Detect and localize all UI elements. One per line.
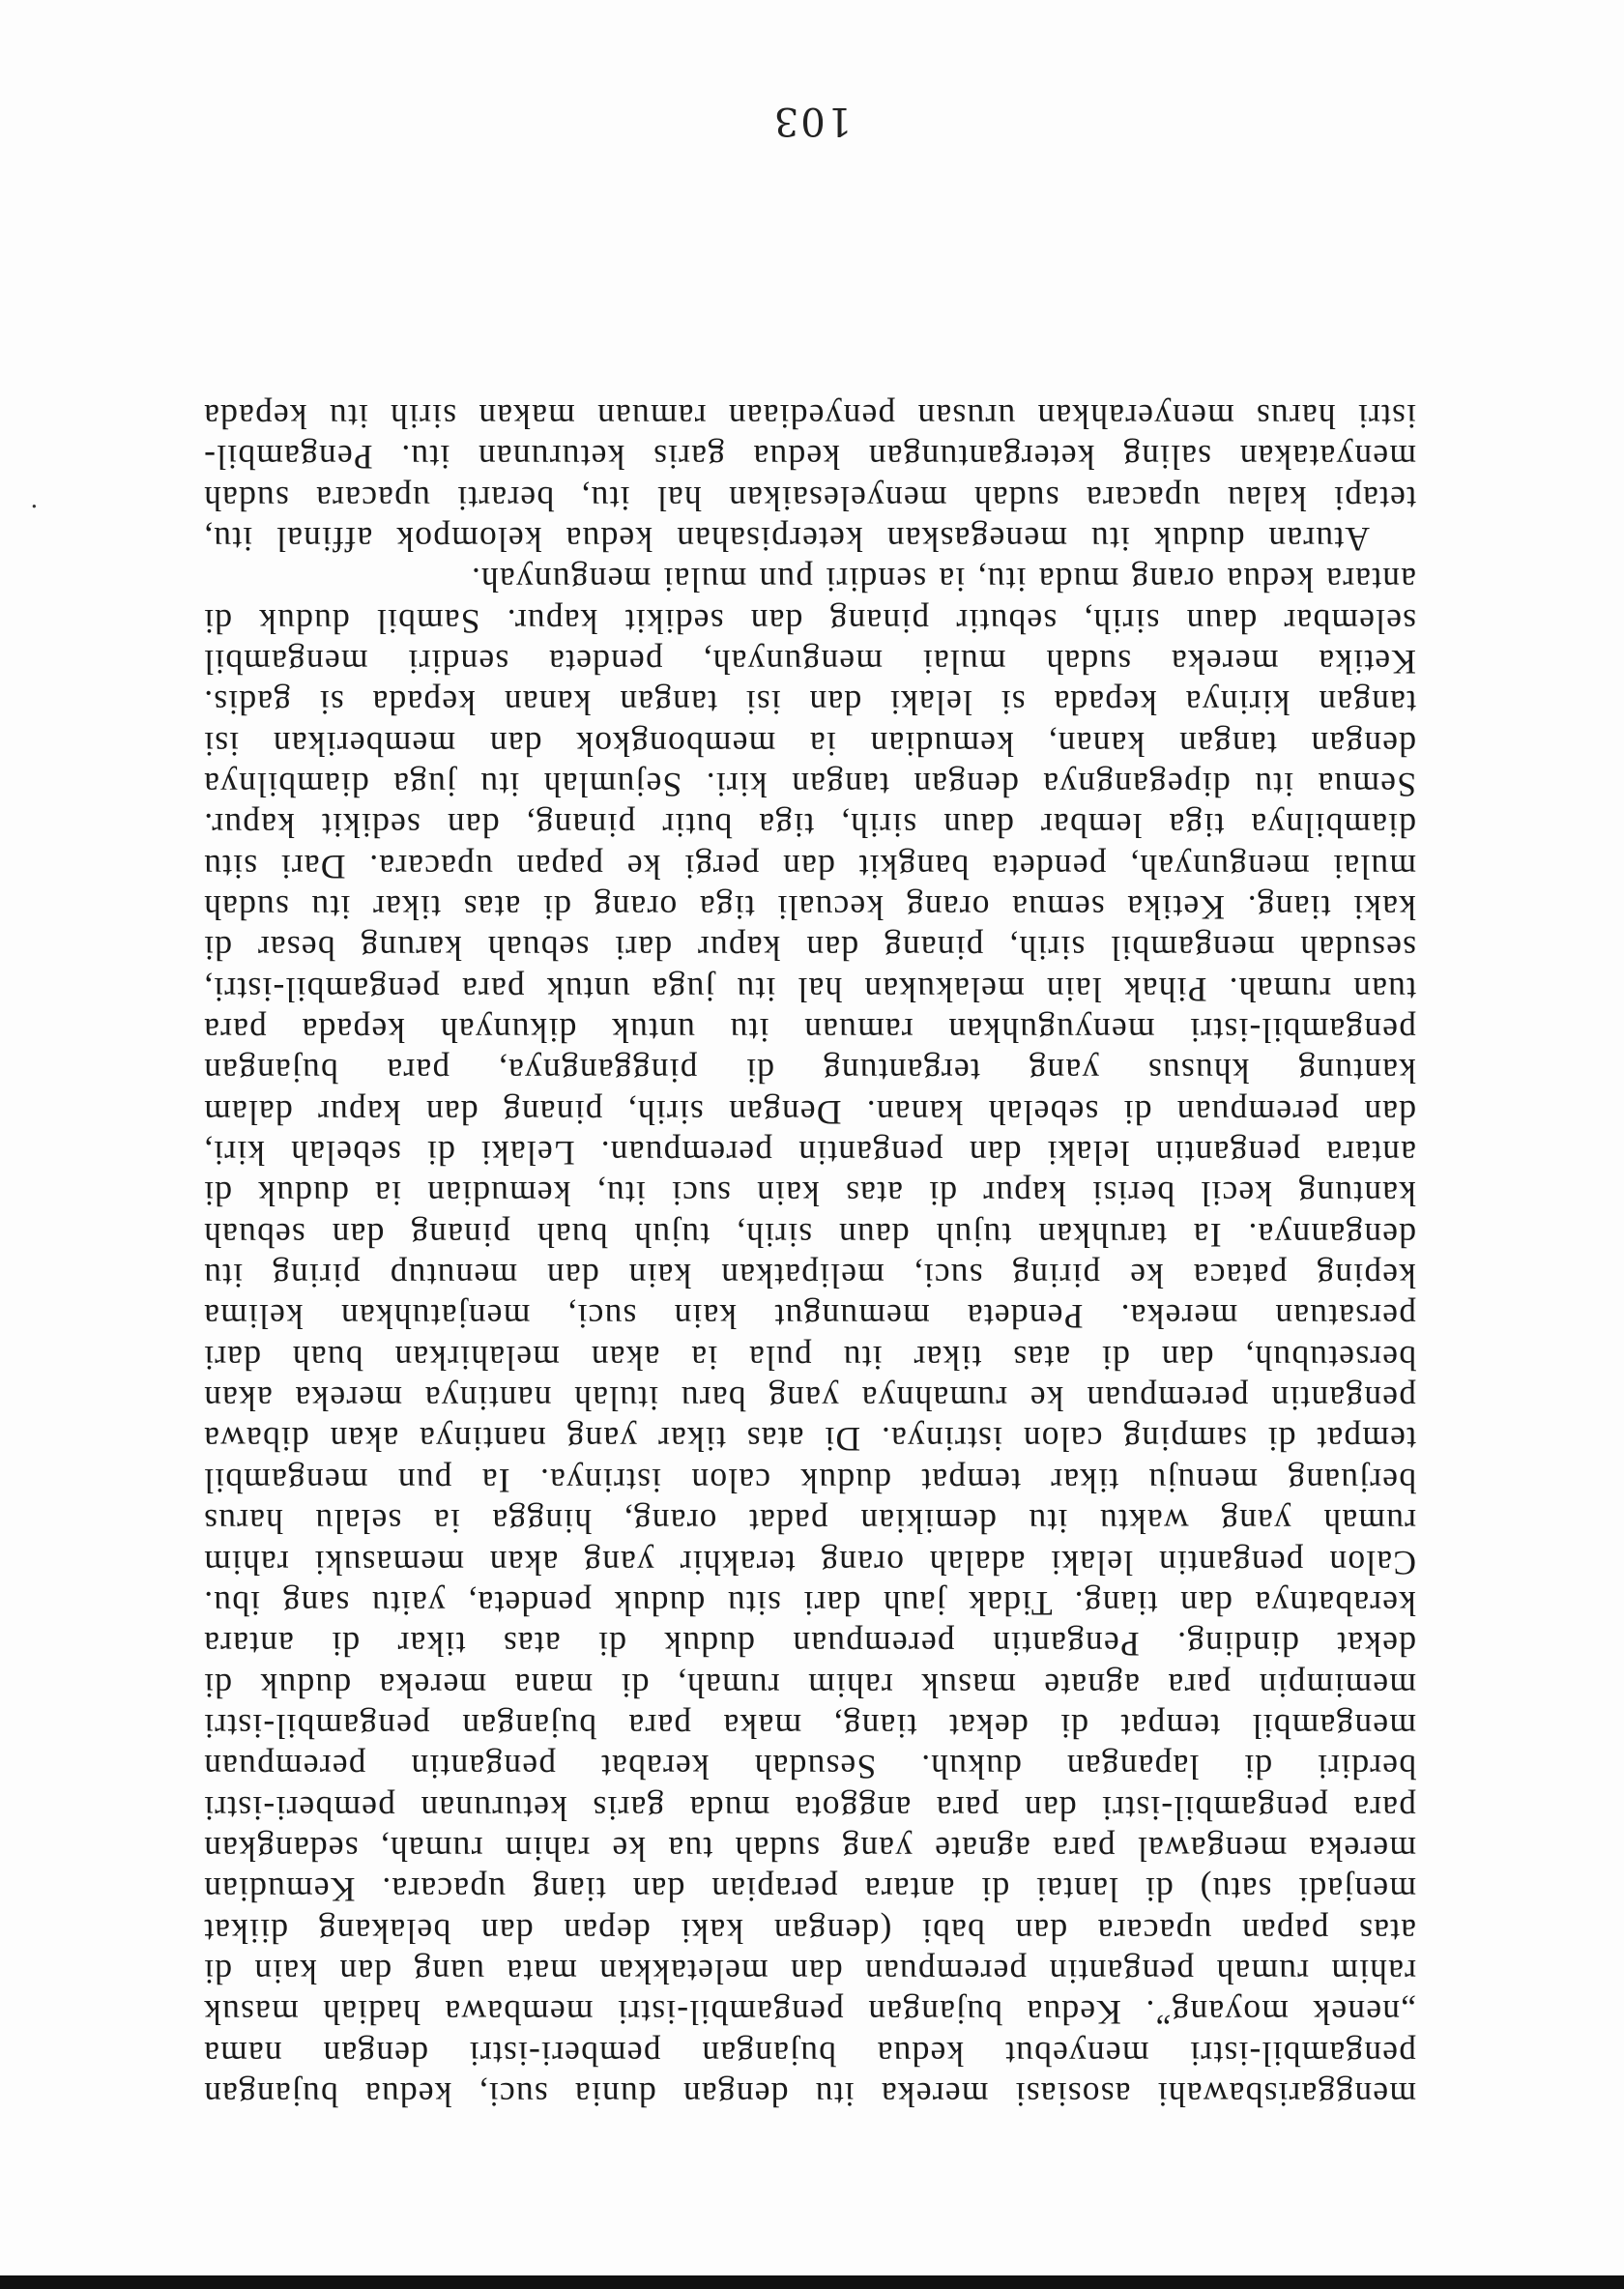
text-line: berdiri di lapangan dukuh. Sesudah kerabat pengantin perempuan [203, 1748, 1416, 1787]
text-line: menggarisbawahi asosiasi mereka itu dengan dunia suci, kedua bujangan [203, 2075, 1416, 2114]
paragraph-2 [203, 396, 1416, 560]
text-line: dekat dinding. Pengantin perempuan duduk di atas tikar di antara [203, 1625, 1416, 1665]
paragraph-1 [203, 560, 1416, 2115]
text-line: tangan kirinya kepada si lelaki dan isi tangan kanan kepada si gadis. [203, 683, 1416, 723]
text-line: tuan rumah. Pihak lain melakukan hal itu juga untuk para pengambil-istri, [203, 970, 1416, 1009]
scanner-edge-bar [0, 2275, 1624, 2289]
text-line: selembar daun sirih, sebutir pinang dan sedikit kapur. Sambil duduk di [203, 601, 1416, 641]
text-line: mereka mengawal para agnate yang sudah tua ke rahim rumah, sedangkan [203, 1829, 1416, 1869]
text-line: istri harus menyerahkan urusan penyediaan ramuan makan sirih itu kepada [203, 396, 1416, 436]
text-line: pengambil-istri menyebut kedua bujangan pemberi-istri dengan nama [203, 2034, 1416, 2073]
text-line: sesudah mengambil sirih, pinang dan kapur dari sebuah karung besar di [203, 929, 1416, 969]
text-line: memimpin para agnate masuk rahim rumah, di mana mereka duduk di [203, 1666, 1416, 1705]
text-line: diambilnya tiga lembar daun sirih, tiga butir pinang, dan sedikit kapur. [203, 806, 1416, 846]
text-line: para pengambil-istri dan para anggota muda garis keturunan pemberi-istri [203, 1788, 1416, 1828]
text-line: rahim rumah pengantin perempuan dan meletakkan mata uang dan kain di [203, 1952, 1416, 1991]
text-line: kaki tiang. Ketika semua orang kecuali tiga orang di atas tikar itu sudah [203, 888, 1416, 928]
text-line: tempat di samping calon istrinya. Di atas tikar yang nantinya akan dibawa [203, 1420, 1416, 1460]
text-line: kantung kecil berisi kapur di atas kain suci itu, kemudian ia duduk di [203, 1174, 1416, 1214]
text-line: Aturan duduk itu menegaskan keterpisahan kedua kelompok affinal itu, [203, 519, 1370, 559]
text-line: Semua itu dipegangnya dengan tangan kiri. Sejumlah itu juga diambilnya [203, 766, 1416, 804]
text-line: kerabatnya dan tiang. Tidak jauh dari situ duduk pendeta, yaitu sang ibu. [203, 1583, 1416, 1623]
text-line: antara kedua orang muda itu, ia sendiri pun mulai mengunyah. [470, 561, 1416, 600]
text-line: kantung khusus yang tergantung di pinggangnya, para bujangan [203, 1052, 1416, 1091]
text-line: dengan tangan kanan, kemudian ia membongkok dan memberikan isi [203, 724, 1416, 764]
text-line: mengambil tempat di dekat tiang, maka para bujangan pengambil-istri [203, 1706, 1416, 1746]
text-line: mulai mengunyah, pendeta bangkit dan pergi ke papan upacara. Dari situ [203, 847, 1416, 886]
body-text [203, 396, 1416, 2115]
text-line: dan perempuan di sebelah kanan. Dengan sirih, pinang dan kapur dalam [203, 1092, 1416, 1132]
text-line: atas papan upacara dan babi (dengan kaki depan dan belakang diikat [203, 1911, 1416, 1951]
text-line: keping pataca ke piring suci, melipatkan kain dan menutup piring itu [203, 1257, 1416, 1296]
margin-speck: · [29, 490, 39, 520]
text-line: berjuang menuju tikar tempat duduk calon istrinya. Ia pun mengambil [203, 1461, 1416, 1500]
text-line: menyatakan saling ketergantungan kedua garis keturunan itu. Pengambil- [203, 438, 1416, 478]
text-line: Calon pengantin lelaki adalah orang terakhir yang akan memasuki rahim [203, 1543, 1416, 1582]
text-line: tetapi kalau upacara sudah menyelesaikan hal itu, berarti upacara sudah [203, 478, 1416, 518]
text-line: pengantin perempuan ke rumahnya yang baru itulah nantinya mereka akan [203, 1379, 1416, 1419]
page-number: 103 [771, 99, 853, 143]
text-line: „nenek moyang”. Kedua bujangan pengambil-istri membawa hadiah masuk [203, 1993, 1416, 2033]
text-line: Ketika mereka sudah mulai mengunyah, pendeta sendiri mengambil [203, 642, 1416, 681]
text-line: bersetubuh, dan di atas tikar itu pula ia akan melahirkan buah dari [203, 1338, 1416, 1377]
text-line: antara pengantin lelaki dan pengantin perempuan. Lelaki di sebelah kiri, [203, 1134, 1416, 1173]
text-line: rumah yang waktu itu demikian padat orang, hingga ia selalu harus [203, 1502, 1416, 1542]
text-line: menjadi satu) di lantai di antara perapian dan tiang upacara. Kemudian [203, 1870, 1416, 1910]
text-line: dengannya. Ia taruhkan tujuh daun sirih, tujuh buah pinang dan sebuah [203, 1215, 1416, 1255]
text-line: pengambil-istri menyuguhkan ramuan itu untuk dikunyah kepada para [203, 1011, 1416, 1051]
text-line: persatuan mereka. Pendeta memungut kain suci, menjatuhkan kelima [203, 1297, 1416, 1337]
